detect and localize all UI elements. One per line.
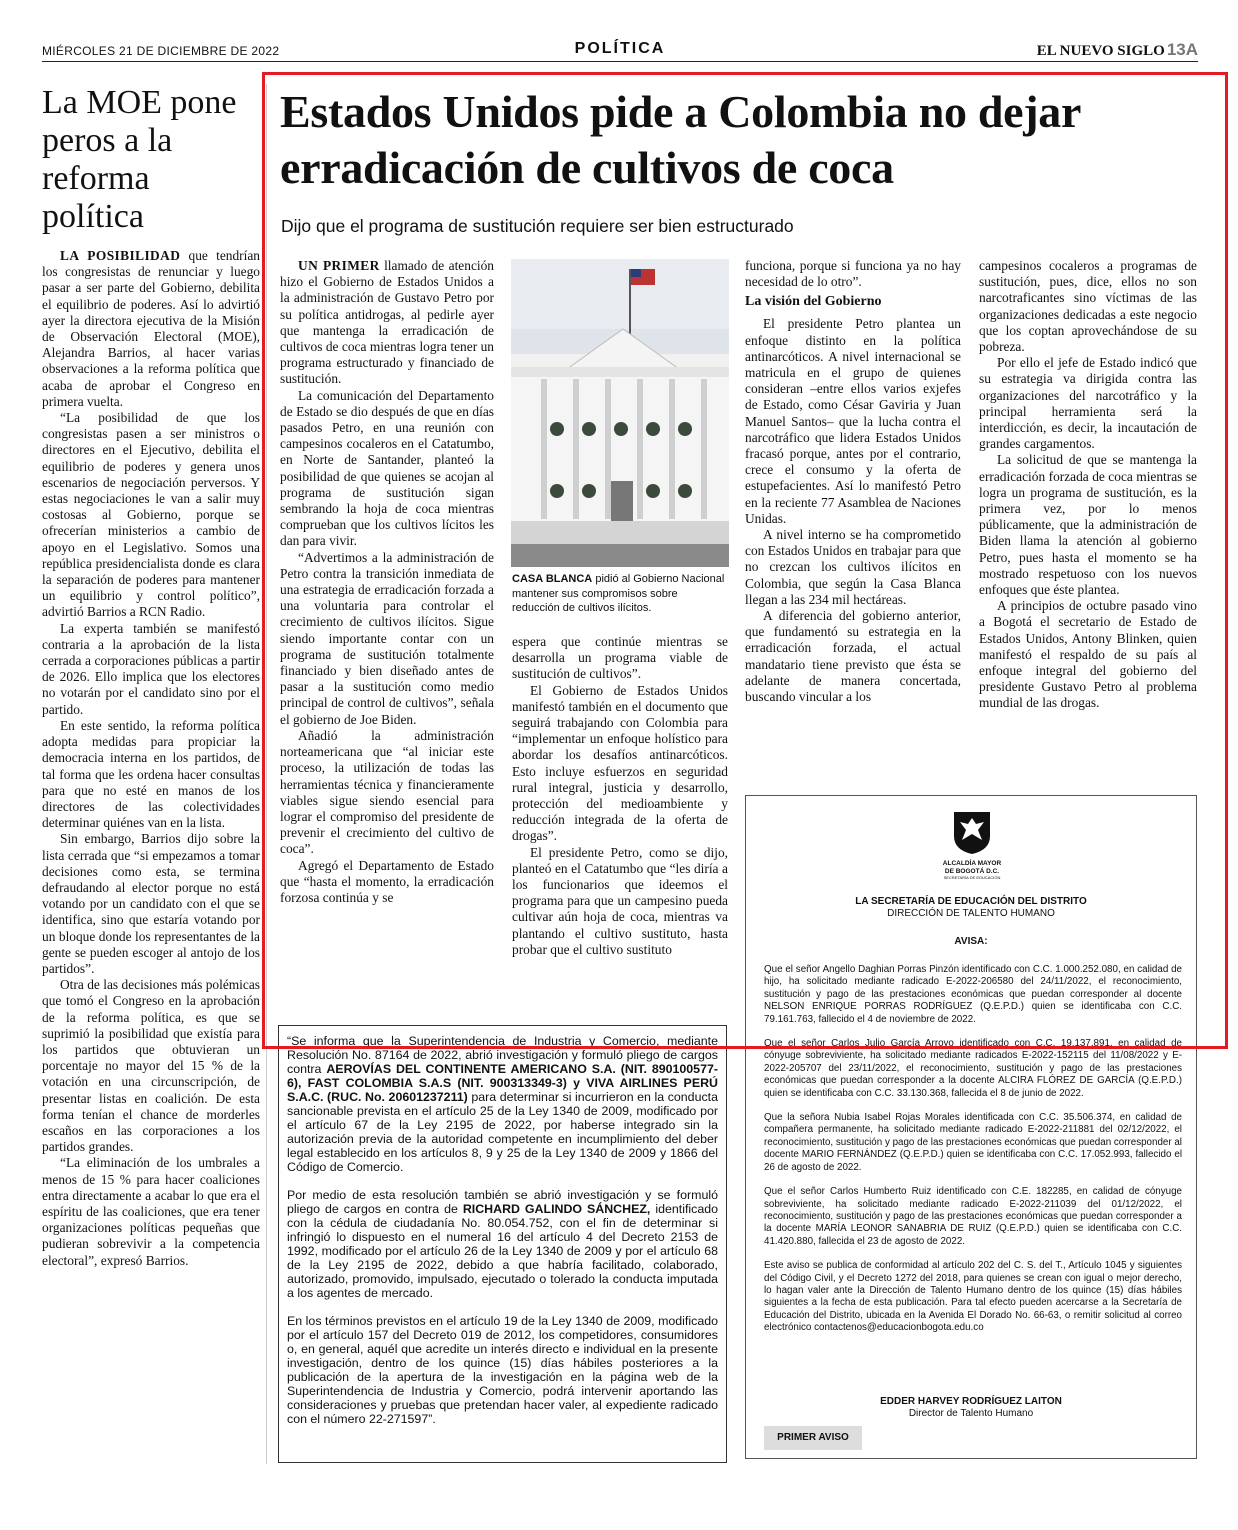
sidebar-paragraph: En este sentido, la reforma política adopta medidas para propiciar la democracia interna en los partidos, de tal forma que les ordena hacer consultas para que no esté en manos de los directores de las colectividades determinar quiénes van en la lista. [42, 717, 260, 831]
notice-paragraph: Que la señora Nubia Isabel Rojas Morales identificada con C.C. 35.506.374, en calidad de compañera permanente, ha solicitado mediante radicado E-2022-211881 del 02/12/2022, el reconocimiento, sustitución y pago de las prestaciones económicas que puedan corresponder al docente MARIO FERNÁNDEZ (Q.E.P.D.) quien se identificaba con C.C. 17.052.993, fallecido el 26 de agosto de 2022. [764, 1112, 1182, 1173]
article-paragraph: A principios de octubre pasado vino a Bogotá el secretario de Estado de Estados Unidos, Antony Blinken, quien manifestó el respaldo de su país al enfoque integral del gobierno del presidente Gustavo Petro al problema mundial de las drogas. [979, 598, 1197, 711]
notice-paragraph: Que el señor Carlos Humberto Ruiz identificado con C.E. 182285, en calidad de cónyuge sobreviviente, ha solicitado mediante radicado E-2022-211039 del 01/12/2022, el reconocimiento, sustitución y pago de las prestaciones económicas que puedan corresponder a la docente MARÍA LEONOR SANABRIA DE RUIZ (Q.E.P.D.) quien se identificaba con C.C. 41.420.880, fallecida el 23 de agosto de 2022. [764, 1186, 1182, 1247]
article-paragraph: El presidente Petro, como se dijo, planteó en el Catatumbo que “les diría a los funcionarios que ideemos el programa para que un campesino pueda cultivar aún hoja de coca, mientras va plantando el cultivo sustituto, hasta probar que el cultivo sustituto [512, 844, 728, 957]
logo-line: SECRETARÍA DE EDUCACIÓN [943, 875, 1001, 881]
issue-date: MIÉRCOLES 21 DE DICIEMBRE DE 2022 [42, 44, 280, 58]
sidebar-body [42, 248, 260, 1269]
coat-of-arms-icon [952, 810, 992, 856]
column-divider [266, 84, 267, 1464]
signer-title: Director de Talento Humano [908, 1408, 1034, 1419]
logo-line: ALCALDÍA MAYOR [942, 860, 1002, 868]
white-house-photo [511, 259, 729, 567]
sic-legal-notice [278, 1025, 727, 1463]
article-column-3 [745, 258, 961, 705]
article-paragraph: Añadió la administración norteamericana que “al iniciar este proceso, la utilización de todas las herramientas técnica y financieramente viables sigue siendo esencial para lograr el compromiso del presidente de prevenir el crecimiento del cultivo de coca”. [280, 727, 494, 857]
sidebar-paragraph: Otra de las decisiones más polémicas que tomó el Congreso en la aprobación de la reforma política, es que se suprimió la posibilidad que existía para los partidos que obtuvieran un porcentaje no mayor del 15 % de la votación en una circunscripción, de presentar listas en coalición. De esta forma tenían el chance de morderles escaños en las corporaciones a los partidos grandes. [42, 977, 260, 1155]
sidebar-paragraph: La experta también se manifestó contraria a la aprobación de la lista cerrada a corporaciones públicas a partir de 2026. Ello implica que los electores no votarán por el candidato sino por el partido. [42, 620, 260, 717]
issuer-name: LA SECRETARÍA DE EDUCACIÓN DEL DISTRITO [855, 896, 1087, 907]
caption-lead: CASA BLANCA [512, 573, 593, 585]
notice-paragraph: Por medio de esta resolución también se abrió investigación y se formuló pliego de cargos en contra de RICHARD GALINDO SÁNCHEZ, identificado con la cédula de ciudadanía No. 80.054.752, con el fin de determinar si infringió lo dispuesto en el numeral 16 del artículo 4 del Decreto 2153 de 1992, modificado por el artículo 26 de la Ley 1340 de 2009 y por el artículo 68 de la Ley 2195 de 2022, debido a que habría facilitado, colaborado, autorizado, promovido, impulsado, ejecutado o tolerado la conducta imputada a los agentes de mercado. [287, 1188, 719, 1300]
notice-paragraph: Que el señor Angello Daghian Porras Pinzón identificado con C.C. 1.000.252.080, en calidad de hijo, ha solicitado mediante radicado E-2022-206580 del 24/11/2022, el reconocimiento, sustitución y pago de las prestaciones económicas que puedan corresponder al docente NELSON ENRIQUE PORRAS RODRÍGUEZ (Q.E.P.D.) quien se identificaba con C.C. 79.161.763, fallecido el 4 de noviembre de 2022. [764, 964, 1182, 1025]
signer-name: EDDER HARVEY RODRÍGUEZ LAITON [880, 1396, 1062, 1407]
sidebar-lead: LA POSIBILIDAD [60, 248, 181, 263]
sidebar-paragraph: “La eliminación de los umbrales a menos de 15 % para hacer coaliciones entra directamente a acabar lo que era el espíritu de las coaliciones, que era tener organizaciones políticas pequeñas que pudieran sobrevivir a la competencia electoral”, expresó Barrios. [42, 1155, 260, 1268]
sidebar-paragraph: “La posibilidad de que los congresistas pasen a ser ministros o directores en el Ejecutivo, debilita el equilibrio de poderes y genera unos escenarios de negociación perversos. Y estas negociaciones le van a salir muy costosas al Gobierno, porque se ofrecerían ministerios a cambio de apoyo en el Legislativo. Somos una república presidencialista donde es clara la separación de poderes para mantener un equilibrio y control político”, advirtió Barrios a RCN Radio. [42, 410, 260, 620]
article-headline: Estados Unidos pide a Colombia no dejar erradicación de cultivos de coca [280, 86, 1081, 193]
article-column-1 [280, 258, 494, 906]
article-subheadline: Dijo que el programa de sustitución requiere ser bien estructurado [281, 216, 794, 236]
masthead [1037, 40, 1198, 60]
sidebar-paragraph: LA POSIBILIDAD que tendrían los congresistas de renunciar y luego pasar a ser parte del Gobierno, debilita el equilibrio de poderes. Así lo advirtió ayer la directora ejecutiva de la Misión de Observación Electoral (MOE), Alejandra Barrios, al hacer varias observaciones a la reforma política que acaba de aprobar el Congreso en primera vuelta. [42, 248, 260, 409]
article-paragraph: UN PRIMER llamado de atención hizo el Gobierno de Estados Unidos a la administración de Gustavo Petro por su política antidrogas, al pedirle ayer que mantenga la erradicación de cultivos de coca mientras logra tener un programa estructurado y financiado de sustitución. [280, 258, 494, 387]
article-crosshead: La visión del Gobierno [745, 294, 882, 310]
sidebar-title: La MOE pone peros a la reforma política [42, 84, 237, 235]
article-paragraph: campesinos cocaleros a programas de sustitución, pues, dice, ellos no son narcotraficantes sino víctimas de las organizaciones dedicadas a este negocio que los coptan aprovechándose de su pobreza. [979, 258, 1197, 355]
education-secretariat-notice [745, 795, 1197, 1459]
article-paragraph: La solicitud de que se mantenga la erradicación forzada de coca mientras se logra un programa de sustitución, es la primera vez, por lo menos públicamente, que la administración de Biden llama la atención al gobierno Petro, pues hasta el momento se ha mostrado respetuoso con los nuevos enfoques que éste plantea. [979, 452, 1197, 598]
article-column-2 [512, 634, 728, 958]
notice-signature [746, 1396, 1196, 1420]
article-paragraph: espera que continúe mientras se desarrolla un programa viable de sustitución de cultivos”. [512, 634, 728, 682]
sidebar-article [42, 84, 260, 1269]
article-paragraph: Por ello el jefe de Estado indicó que su estrategia va dirigida contra las organizaciones del narcotráfico y la principal herramienta será la interdicción, es decir, la incautación de grandes cargamentos. [979, 355, 1197, 452]
page-header [42, 40, 1198, 62]
sidebar-paragraph: Sin embargo, Barrios dijo sobre la lista cerrada que “si empezamos a tomar decisiones como esta, se termina defraudando al elector porque no está votando por un candidato con el que se identifica, sino que estaría votando por un bloque donde los representantes de la gente se pueden escoger al antojo de los partidos”. [42, 831, 260, 976]
logo-line: DE BOGOTÁ D.C. [944, 867, 1000, 875]
notice-paragraph: En los términos previstos en el artículo 19 de la Ley 1340 de 2009, modificado por el artículo 157 del Decreto 019 de 2012, los competidores, consumidores o, en general, aquél que acredite un interés directo e individual en la presente investigación, dentro de los quince (15) días hábiles posteriores a la publicación de la apertura de la investigación en la página web de la Superintendencia de Industria y Comercio, podrá intervenir aportando las consideraciones y pruebas que pretendan hacer valer, al expediente radicado con el número 22-271597”. [287, 1314, 718, 1426]
article-paragraph: A diferencia del gobierno anterior, que fundamentó su estrategia en la erradicación forzada, el actual mandatario tiene previsto que ésta se adelante de manera concertada, buscando vincular a los [745, 608, 961, 705]
notice-paragraph: Que el señor Carlos Julio García Arroyo identificado con C.C. 19.137.891, en calidad de cónyuge sobreviviente, ha solicitado mediante radicados E-2022-152115 del 11/08/2022 y E-2022-205707 del 23/11/2022, el reconocimiento, sustitución y pago de las prestaciones económicas que puedan corresponder a la docente ALCIRA FLÓREZ DE GARCÍA (Q.E.P.D.) quien se identificaba con C.C. 33.130.368, fallecida el 8 de junio de 2022. [764, 1038, 1182, 1099]
article-paragraph: La comunicación del Departamento de Estado se dio después de que en días pasados Petro, en una reunión con campesinos cocaleros en el Catatumbo, en Norte de Santander, planteó la posibilidad de que quienes se acojan al programa de sustitución sigan sembrando la hoja de coca mientras comprueban que los cultivos lícitos les dan para vivir. [280, 387, 494, 549]
page-number: 13A [1166, 40, 1198, 59]
notice-paragraph: Este aviso se publica de conformidad al artículo 202 del C. S. del T., Artículo 1045 y siguientes del Código Civil, y el Decreto 1272 del 2018, para quienes se crean con igual o mejor derecho, lo hagan valer ante la Dirección de Talento Humano dentro de los quince (15) días hábiles siguientes a la fecha de esta publicación. Para tal efecto pueden acercarse a la Secretaría de Educación del Distrito, ubicada en la Avenida El Dorado No. 66-63, o remitir solicitud al correo electrónico contactenos@educacionbogota.edu.co [764, 1260, 1182, 1334]
notice-paragraph: “Se informa que la Superintendencia de Industria y Comercio, mediante Resolución No. 87164 de 2022, abrió investigación y formuló pliego de cargos contra AEROVÍAS DEL CONTINENTE AMERICANO S.A. (NIT. 890100577-6), FAST COLOMBIA S.A.S (NIT. 900313349-3) y VIVA AIRLINES PERÚ S.A.C. (RUC. No. 20601237211) para determinar si incurrieron en la conducta sancionable prevista en el artículo 25 de la Ley 1340 de 2009, modificado por el artículo 67 de la Ley 2195 de 2022, por haberse integrado sin la autorización previa de la autoridad competente en incumplimiento del deber legal establecido en los artículos 8, 9 y 25 de la Ley 1340 de 2009 y 1866 del Código de Comercio. [287, 1034, 718, 1174]
issuer-department: DIRECCIÓN DE TALENTO HUMANO [887, 907, 1055, 919]
notice-issuer [746, 896, 1196, 919]
first-notice-badge: PRIMER AVISO [764, 1426, 862, 1450]
article-column-4 [979, 258, 1197, 712]
section-name: POLÍTICA [574, 40, 666, 57]
photo-caption: CASA BLANCA pidió al Gobierno Nacional mantener sus compromisos sobre reducción de cultivos ilícitos. [512, 573, 725, 614]
paper-name: EL NUEVO SIGLO [1036, 43, 1165, 59]
article-paragraph: A nivel interno se ha comprometido con Estados Unidos en trabajar para que no crezcan los cultivos ilícitos en Colombia, que según la Casa Blanca llegan a las 234 mil hectáreas. [745, 527, 961, 607]
article-paragraph: Agregó el Departamento de Estado que “hasta el momento, la erradicación forzosa continúa y se [280, 857, 494, 905]
article-paragraph: funciona, porque si funciona ya no hay necesidad de lo otro”. [745, 258, 961, 290]
notice-body [764, 964, 1182, 1347]
article-paragraph: El Gobierno de Estados Unidos manifestó también en el documento que seguirá trabajando con Colombia para “implementar un enfoque holístico para abordar los desafíos antinarcóticos. Esto incluye esfuerzos en seguridad rural integral, justicia y desarrollo, protección del medioambiente y reducción integrada de la oferta de drogas”. [512, 682, 728, 844]
article-paragraph: El presidente Petro plantea un enfoque distinto en la política antinarcóticos. A nivel internacional se matricula en el grupo de quienes consideran –entre ellos varios exjefes de Estado, como César Gaviria y Juan Manuel Santos– que la lucha contra el narcotráfico que lidera Estados Unidos fracasó porque, antes por el contrario, crece el consumo y la oferta de estupefacientes. Así lo manifestó Petro en la reciente 77 Asamblea de Naciones Unidas. [745, 316, 961, 526]
article-paragraph: “Advertimos a la administración de Petro contra la transición inmediata de una estrategia de erradicación forzada a una voluntaria para controlar el crecimiento de cultivos ilícitos. Sigue siendo importante contar con un programa de sustitución totalmente financiado y bien diseñado antes de pasar a la sustitución como medio principal de control de cultivos”, señala el gobierno de Joe Biden. [280, 549, 494, 727]
article-lead: UN PRIMER [298, 258, 380, 273]
notice-heading: AVISA: [954, 936, 988, 947]
alcaldia-logo [942, 810, 1002, 881]
